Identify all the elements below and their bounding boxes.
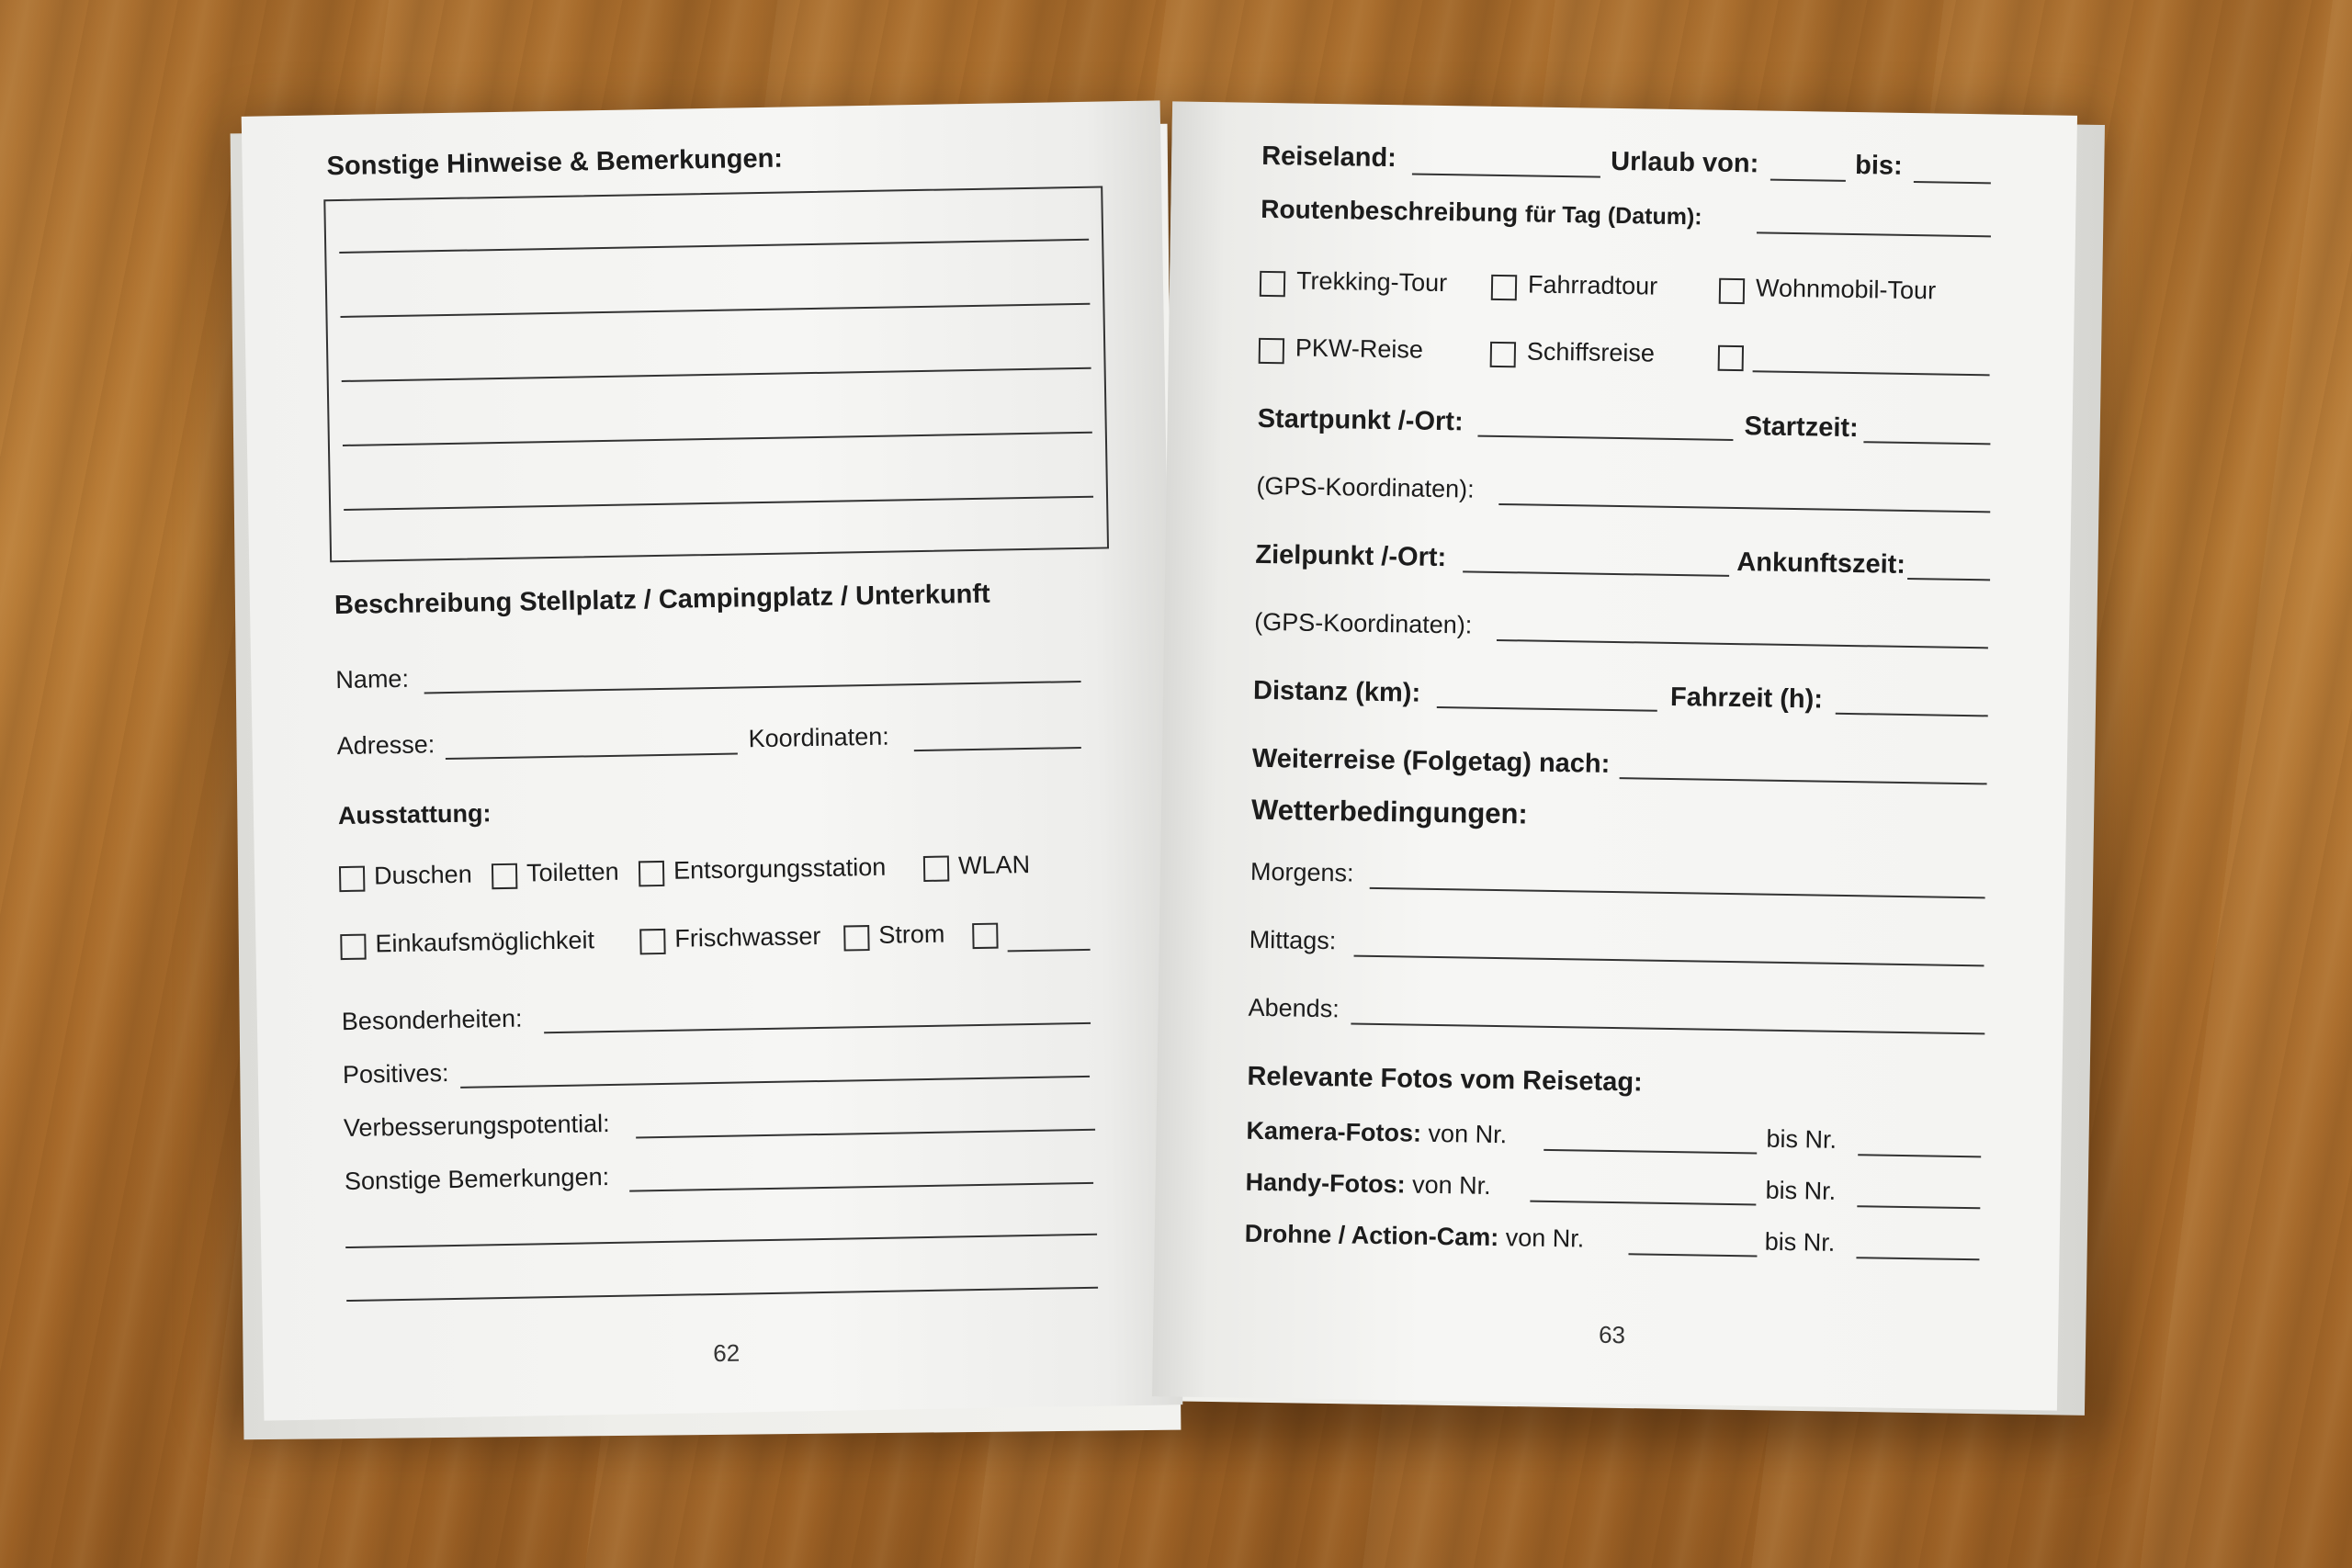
name-field[interactable]: [424, 681, 1081, 694]
urlaub-von-label: Urlaub von:: [1610, 146, 1759, 179]
distanz-label: Distanz (km):: [1252, 675, 1421, 708]
route-date-field[interactable]: [1757, 231, 1991, 237]
notes-line[interactable]: [344, 496, 1093, 511]
handy-von-field[interactable]: [1530, 1201, 1756, 1206]
entsorgungsstation-label: Entsorgungsstation: [673, 852, 887, 885]
wetter-heading: Wetterbedingungen:: [1250, 793, 1529, 830]
reiseland-field[interactable]: [1412, 173, 1600, 177]
mittags-label: Mittags:: [1249, 925, 1337, 955]
ankunftszeit-field[interactable]: [1907, 578, 1990, 581]
einkauf-checkbox[interactable]: [340, 934, 366, 960]
frischwasser-label: Frischwasser: [674, 921, 821, 953]
strom-checkbox[interactable]: [843, 925, 869, 951]
mittags-field[interactable]: [1354, 955, 1984, 967]
weiterreise-label: Weiterreise (Folgetag) nach:: [1251, 743, 1611, 779]
kamera-row: [1246, 1117, 1507, 1149]
drohne-von-field[interactable]: [1628, 1253, 1757, 1257]
schiffsreise-label: Schiffsreise: [1526, 337, 1656, 367]
fahrradtour-checkbox[interactable]: [1491, 275, 1517, 300]
route-label-bold: Routenbeschreibung: [1261, 194, 1519, 228]
drohne-row: [1245, 1220, 1585, 1254]
fahrzeit-field[interactable]: [1836, 713, 1988, 717]
kamera-bis-label: bis Nr.: [1766, 1124, 1838, 1154]
positives-label: Positives:: [342, 1059, 449, 1089]
notes-line[interactable]: [339, 239, 1089, 254]
strom-label: Strom: [878, 919, 945, 949]
left-page: [242, 100, 1183, 1420]
pkw-checkbox[interactable]: [1259, 338, 1284, 364]
other-trip-field[interactable]: [1753, 370, 1990, 376]
weiterreise-field[interactable]: [1620, 777, 1987, 784]
kamera-bis-field[interactable]: [1858, 1154, 1981, 1157]
positives-field[interactable]: [460, 1076, 1090, 1089]
wlan-checkbox[interactable]: [923, 856, 949, 882]
route-label: [1261, 195, 1702, 231]
adresse-label: Adresse:: [336, 730, 435, 761]
startpunkt-field[interactable]: [1477, 435, 1733, 441]
drohne-bis-field[interactable]: [1856, 1257, 1979, 1260]
duschen-checkbox[interactable]: [339, 866, 365, 892]
handy-label: Handy-Fotos:: [1245, 1168, 1406, 1199]
koordinaten-label: Koordinaten:: [748, 722, 889, 753]
notes-line[interactable]: [342, 367, 1091, 382]
pkw-label: PKW-Reise: [1295, 333, 1424, 364]
distanz-field[interactable]: [1437, 706, 1657, 712]
notes-line[interactable]: [343, 432, 1092, 446]
page-number: 62: [712, 1338, 741, 1368]
fahrzeit-label: Fahrzeit (h):: [1669, 682, 1824, 715]
drohne-label: Drohne / Action-Cam:: [1244, 1219, 1499, 1252]
verbesserung-field[interactable]: [636, 1129, 1095, 1139]
drohne-von-label: von Nr.: [1505, 1224, 1585, 1253]
fahrradtour-label: Fahrradtour: [1527, 270, 1658, 300]
urlaub-von-field[interactable]: [1770, 179, 1846, 182]
fotos-heading: Relevante Fotos vom Reisetag:: [1247, 1061, 1643, 1098]
sonstige-extra-line[interactable]: [346, 1287, 1098, 1302]
ankunftszeit-label: Ankunftszeit:: [1736, 547, 1906, 580]
abends-label: Abends:: [1248, 993, 1340, 1023]
right-page: [1152, 101, 2077, 1410]
ausstattung-label: Ausstattung:: [337, 799, 492, 830]
section-title: Beschreibung Stellplatz / Campingplatz / Unterkunft: [334, 579, 990, 621]
abends-field[interactable]: [1351, 1023, 1984, 1035]
zielpunkt-field[interactable]: [1463, 570, 1729, 577]
startzeit-field[interactable]: [1863, 441, 1990, 445]
notes-heading: Sonstige Hinweise & Bemerkungen:: [326, 143, 784, 182]
kamera-label: Kamera-Fotos:: [1246, 1116, 1422, 1147]
other-amenity-field[interactable]: [1008, 949, 1091, 953]
other-amenity-checkbox[interactable]: [972, 923, 998, 949]
handy-bis-field[interactable]: [1857, 1205, 1980, 1209]
morgens-field[interactable]: [1370, 887, 1985, 899]
morgens-label: Morgens:: [1250, 857, 1354, 887]
name-label: Name:: [335, 664, 410, 694]
gps-start-label: (GPS-Koordinaten):: [1256, 471, 1475, 503]
toiletten-checkbox[interactable]: [492, 863, 517, 889]
kamera-von-field[interactable]: [1544, 1149, 1757, 1155]
sonstige-label: Sonstige Bemerkungen:: [344, 1163, 610, 1196]
gps-ziel-label: (GPS-Koordinaten):: [1254, 607, 1473, 639]
handy-bis-label: bis Nr.: [1765, 1176, 1837, 1205]
handy-row: [1245, 1168, 1491, 1201]
toiletten-label: Toiletten: [526, 857, 619, 887]
frischwasser-checkbox[interactable]: [639, 929, 665, 954]
sonstige-extra-line[interactable]: [345, 1234, 1097, 1248]
page-number: 63: [1598, 1320, 1626, 1349]
verbesserung-label: Verbesserungspotential:: [343, 1110, 610, 1143]
other-trip-checkbox[interactable]: [1718, 345, 1744, 371]
startzeit-label: Startzeit:: [1744, 412, 1859, 444]
reiseland-label: Reiseland:: [1261, 141, 1397, 174]
notes-box: [323, 186, 1109, 562]
schiffsreise-checkbox[interactable]: [1490, 342, 1516, 367]
einkauf-label: Einkaufsmöglichkeit: [375, 926, 595, 958]
koordinaten-field[interactable]: [914, 747, 1081, 751]
kamera-von-label: von Nr.: [1428, 1119, 1508, 1149]
gps-ziel-field[interactable]: [1497, 639, 1988, 649]
zielpunkt-label: Zielpunkt /-Ort:: [1255, 539, 1447, 573]
notes-line[interactable]: [340, 303, 1090, 318]
handy-von-label: von Nr.: [1411, 1170, 1491, 1200]
bis-label: bis:: [1854, 151, 1903, 181]
route-label-rest: für Tag (Datum):: [1524, 201, 1702, 231]
startpunkt-label: Startpunkt /-Ort:: [1257, 403, 1464, 437]
drohne-bis-label: bis Nr.: [1764, 1227, 1836, 1257]
besonderheiten-field[interactable]: [544, 1022, 1091, 1033]
wlan-label: WLAN: [957, 850, 1031, 880]
trekking-label: Trekking-Tour: [1295, 266, 1448, 298]
duschen-label: Duschen: [373, 860, 472, 890]
adresse-field[interactable]: [446, 753, 738, 761]
bis-field[interactable]: [1914, 181, 1991, 184]
sonstige-field[interactable]: [629, 1182, 1093, 1192]
trekking-checkbox[interactable]: [1260, 271, 1285, 297]
wohnmobil-checkbox[interactable]: [1719, 278, 1745, 304]
entsorgungsstation-checkbox[interactable]: [639, 861, 664, 886]
gps-start-field[interactable]: [1498, 503, 1990, 513]
besonderheiten-label: Besonderheiten:: [341, 1004, 523, 1036]
wohnmobil-label: Wohnmobil-Tour: [1755, 274, 1937, 305]
